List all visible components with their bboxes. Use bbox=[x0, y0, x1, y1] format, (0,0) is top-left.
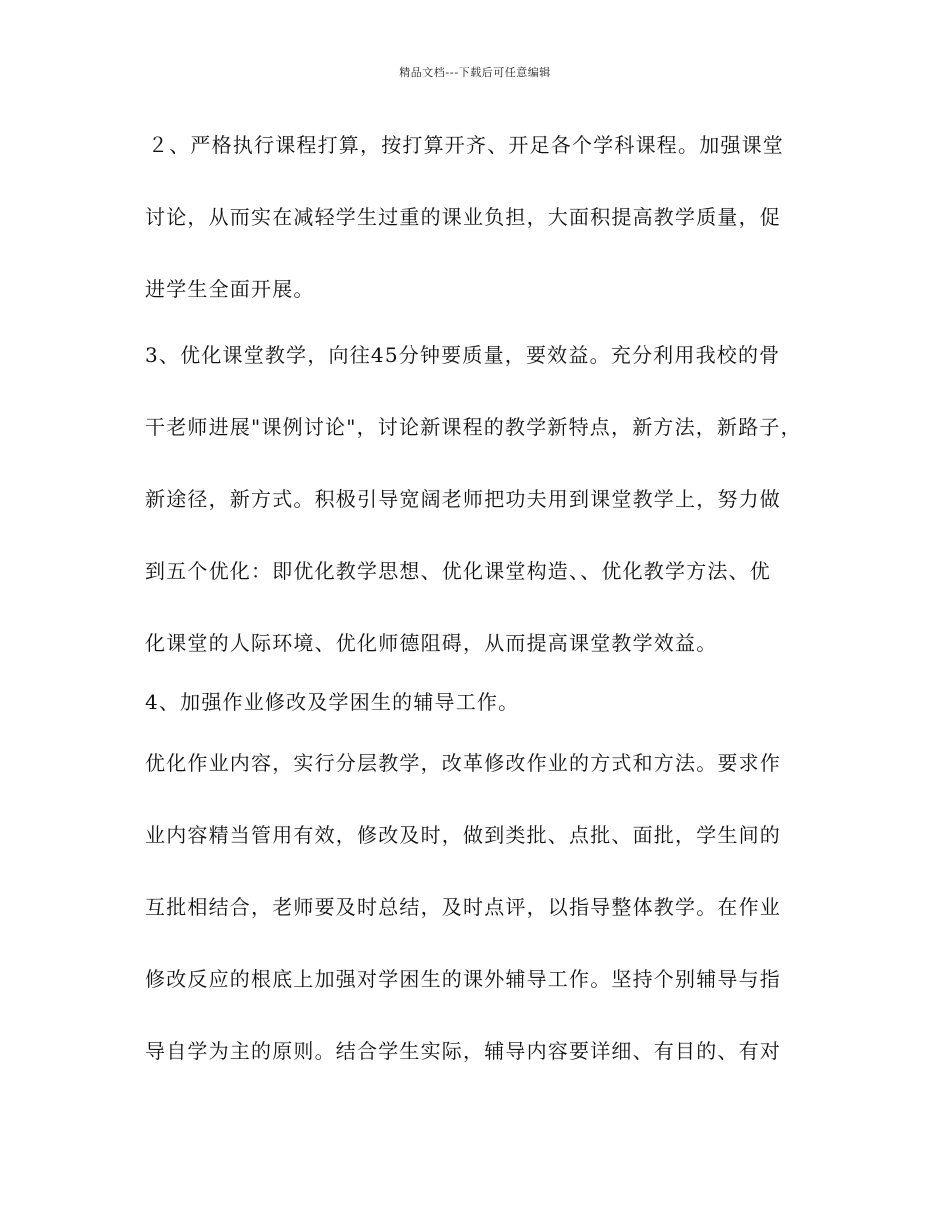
body-line-3: 进学生全面开展。 bbox=[145, 277, 315, 301]
body-line-14: 导自学为主的原则。结合学生实际，辅导内容要详细、有目的、有对 bbox=[145, 1039, 781, 1063]
body-line-5: 干老师进展"课例讨论"，讨论新课程的教学新特点，新方法，新路子， bbox=[145, 415, 802, 439]
body-line-11: 业内容精当管用有效，修改及时，做到类批、点批、面批，学生间的 bbox=[145, 823, 781, 847]
body-line-2: 讨论，从而实在减轻学生过重的课业负担，大面积提高教学质量，促 bbox=[145, 205, 781, 229]
body-line-8: 化课堂的人际环境、优化师德阻碍，从而提高课堂教学效益。 bbox=[145, 631, 718, 655]
body-line-7: 到五个优化：即优化教学思想、优化课堂构造、、优化教学方法、优 bbox=[145, 559, 771, 583]
body-line-4: 3、优化课堂教学，向往45分钟要质量，要效益。充分利用我校的骨 bbox=[145, 343, 781, 367]
body-line-10: 优化作业内容，实行分层教学，改革修改作业的方式和方法。要求作 bbox=[145, 751, 781, 775]
page-header: 精品文档---下载后可任意编辑 bbox=[399, 66, 551, 79]
body-line-1: ２、严格执行课程打算，按打算开齐、开足各个学科课程。加强课堂 bbox=[148, 133, 784, 157]
body-line-6: 新途径，新方式。积极引导宽阔老师把功夫用到课堂教学上，努力做 bbox=[145, 487, 781, 511]
body-line-13: 修改反应的根底上加强对学困生的课外辅导工作。坚持个别辅导与指 bbox=[145, 967, 781, 991]
body-line-12: 互批相结合，老师要及时总结，及时点评，以指导整体教学。在作业 bbox=[145, 895, 781, 919]
body-line-9: 4、加强作业修改及学困生的辅导工作。 bbox=[145, 690, 520, 714]
